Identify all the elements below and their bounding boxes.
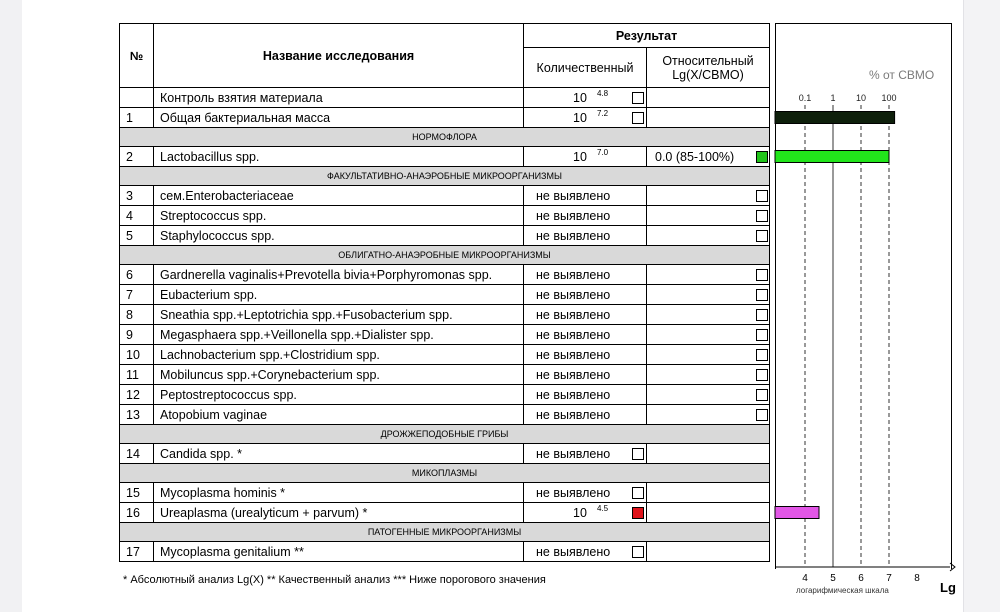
- test-name: Megasphaera spp.+Veillonella spp.+Dialister spp.: [154, 325, 524, 345]
- table-row: [120, 483, 770, 503]
- status-checkbox: [632, 546, 644, 558]
- relative-cell: [647, 305, 770, 325]
- row-number: 2: [120, 147, 154, 167]
- quantitative-cell: [524, 305, 647, 325]
- status-checkbox: [756, 230, 768, 242]
- table-row: [120, 265, 770, 285]
- row-number: 8: [120, 305, 154, 325]
- table-row: [120, 542, 770, 562]
- relative-cell: [647, 345, 770, 365]
- quantitative-value: не выявлено: [536, 328, 611, 342]
- quantitative-cell: [524, 147, 647, 167]
- quantitative-value: не выявлено: [536, 268, 611, 282]
- scale-top-tick: 10: [855, 93, 867, 103]
- table-row: [120, 147, 770, 167]
- row-number: 6: [120, 265, 154, 285]
- row-number: 7: [120, 285, 154, 305]
- header-relative: [647, 48, 770, 88]
- test-name: Контроль взятия материала: [154, 88, 524, 108]
- test-name: Gardnerella vaginalis+Prevotella bivia+Porphyromonas spp.: [154, 265, 524, 285]
- status-checkbox: [756, 409, 768, 421]
- table-row: [120, 325, 770, 345]
- quantitative-cell: [524, 325, 647, 345]
- quantitative-value: не выявлено: [536, 229, 611, 243]
- scale-top-tick: 0.1: [798, 93, 812, 103]
- test-name: сем.Enterobacteriaceae: [154, 186, 524, 206]
- section-row: [120, 128, 770, 147]
- footnote: * Абсолютный анализ Lg(X) ** Качественный анализ *** Ниже порогового значения: [123, 574, 546, 586]
- section-label: ОБЛИГАТНО-АНАЭРОБНЫЕ МИКРООРГАНИЗМЫ: [120, 246, 770, 265]
- relative-cell: [647, 385, 770, 405]
- quantitative-value: не выявлено: [536, 447, 611, 461]
- relative-cell: [647, 444, 770, 464]
- relative-cell: [647, 108, 770, 128]
- section-label: ФАКУЛЬТАТИВНО-АНАЭРОБНЫЕ МИКРООРГАНИЗМЫ: [120, 167, 770, 186]
- quantitative-base: 10: [573, 506, 587, 520]
- quantitative-value: не выявлено: [536, 545, 611, 559]
- section-label: ДРОЖЖЕПОДОБНЫЕ ГРИБЫ: [120, 425, 770, 444]
- test-name: Sneathia spp.+Leptotrichia spp.+Fusobacterium spp.: [154, 305, 524, 325]
- quantitative-value: не выявлено: [536, 388, 611, 402]
- quantitative-cell: [524, 345, 647, 365]
- relative-cell: [647, 542, 770, 562]
- table-row: [120, 385, 770, 405]
- axis-caption: логарифмическая шкала: [796, 586, 889, 595]
- results-body: [120, 88, 770, 562]
- quantitative-exponent: 4.5: [597, 504, 609, 513]
- results-table: [119, 23, 770, 562]
- status-checkbox: [756, 210, 768, 222]
- section-row: [120, 246, 770, 265]
- quantitative-base: 10: [573, 111, 587, 125]
- test-name: Mycoplasma genitalium **: [154, 542, 524, 562]
- row-number: 13: [120, 405, 154, 425]
- relative-cell: [647, 88, 770, 108]
- quantitative-exponent: 4.8: [597, 89, 609, 98]
- relative-cell: [647, 483, 770, 503]
- row-number: 12: [120, 385, 154, 405]
- quantitative-cell: [524, 483, 647, 503]
- status-checkbox: [756, 349, 768, 361]
- scale-bottom-tick: 5: [830, 573, 836, 584]
- status-checkbox: [756, 190, 768, 202]
- quantitative-value: не выявлено: [536, 209, 611, 223]
- test-name: Streptococcus spp.: [154, 206, 524, 226]
- status-checkbox: [756, 389, 768, 401]
- row-number: 10: [120, 345, 154, 365]
- scale-panel: [775, 23, 952, 569]
- status-checkbox: [632, 112, 644, 124]
- row-number: 1: [120, 108, 154, 128]
- test-name: Mobiluncus spp.+Corynebacterium spp.: [154, 365, 524, 385]
- table-row: [120, 108, 770, 128]
- status-checkbox: [756, 269, 768, 281]
- quantitative-cell: [524, 365, 647, 385]
- table-row: [120, 444, 770, 464]
- row-number: 11: [120, 365, 154, 385]
- test-name: Eubacterium spp.: [154, 285, 524, 305]
- row-number: [120, 88, 154, 108]
- header-quantitative: Количественный: [524, 48, 647, 88]
- relative-value: 0.0 (85-100%): [655, 150, 735, 164]
- scale-title: % от СВМО: [869, 68, 935, 82]
- row-number: 14: [120, 444, 154, 464]
- status-checkbox: [756, 329, 768, 341]
- status-checkbox: [756, 289, 768, 301]
- row-number: 16: [120, 503, 154, 523]
- axis-lg-label: Lg: [940, 580, 956, 595]
- section-label: НОРМОФЛОРА: [120, 128, 770, 147]
- relative-cell: [647, 285, 770, 305]
- quantitative-value: не выявлено: [536, 308, 611, 322]
- table-row: [120, 345, 770, 365]
- section-row: [120, 523, 770, 542]
- quantitative-cell: [524, 206, 647, 226]
- status-checkbox: [632, 92, 644, 104]
- test-name: Lactobacillus spp.: [154, 147, 524, 167]
- quantitative-cell: [524, 285, 647, 305]
- table-row: [120, 285, 770, 305]
- status-checkbox: [756, 369, 768, 381]
- quantitative-cell: [524, 542, 647, 562]
- row-number: 3: [120, 186, 154, 206]
- test-name: Lachnobacterium spp.+Clostridium spp.: [154, 345, 524, 365]
- test-name: Mycoplasma hominis *: [154, 483, 524, 503]
- table-row: [120, 88, 770, 108]
- scale-top-tick: 100: [881, 93, 897, 103]
- page-right-margin: [963, 0, 1000, 612]
- quantitative-cell: [524, 385, 647, 405]
- header-relative-line1: Относительный: [662, 53, 754, 68]
- quantitative-exponent: 7.2: [597, 109, 609, 118]
- relative-cell: [647, 206, 770, 226]
- table-row: [120, 226, 770, 246]
- test-name: Ureaplasma (urealyticum + parvum) *: [154, 503, 524, 523]
- quantitative-value: не выявлено: [536, 348, 611, 362]
- quantitative-value: не выявлено: [536, 288, 611, 302]
- scale-bottom-tick: 4: [802, 573, 808, 584]
- section-label: ПАТОГЕННЫЕ МИКРООРГАНИЗМЫ: [120, 523, 770, 542]
- quantitative-cell: [524, 405, 647, 425]
- test-name: Peptostreptococcus spp.: [154, 385, 524, 405]
- table-row: [120, 365, 770, 385]
- status-checkbox: [632, 487, 644, 499]
- quantitative-cell: [524, 503, 647, 523]
- relative-cell: [647, 503, 770, 523]
- status-checkbox: [756, 309, 768, 321]
- test-name: Staphylococcus spp.: [154, 226, 524, 246]
- section-row: [120, 464, 770, 483]
- header-relative-line2: Lg(X/СВМО): [672, 67, 744, 82]
- quantitative-exponent: 7.0: [597, 148, 609, 157]
- quantitative-value: не выявлено: [536, 189, 611, 203]
- test-name: Общая бактериальная масса: [154, 108, 524, 128]
- section-row: [120, 167, 770, 186]
- scale-bottom-tick: 8: [914, 573, 920, 584]
- row-number: 15: [120, 483, 154, 503]
- header-test-name: Название исследования: [154, 24, 524, 88]
- test-name: Candida spp. *: [154, 444, 524, 464]
- quantitative-value: не выявлено: [536, 368, 611, 382]
- scale-bottom-tick: 6: [858, 573, 864, 584]
- row-number: 9: [120, 325, 154, 345]
- status-checkbox: [632, 507, 644, 519]
- page-left-margin: [0, 0, 22, 612]
- scale-bottom-tick: 7: [886, 573, 892, 584]
- quantitative-cell: [524, 88, 647, 108]
- status-checkbox: [632, 448, 644, 460]
- section-row: [120, 425, 770, 444]
- relative-cell: [647, 365, 770, 385]
- table-row: [120, 305, 770, 325]
- relative-cell: [647, 147, 770, 167]
- quantitative-cell: [524, 108, 647, 128]
- quantitative-base: 10: [573, 91, 587, 105]
- row-number: 4: [120, 206, 154, 226]
- row-number: 5: [120, 226, 154, 246]
- quantitative-cell: [524, 226, 647, 246]
- relative-cell: [647, 325, 770, 345]
- test-name: Atopobium vaginae: [154, 405, 524, 425]
- scale-top-tick: 1: [830, 93, 836, 103]
- table-row: [120, 405, 770, 425]
- table-row: [120, 186, 770, 206]
- header-result: Результат: [524, 24, 770, 48]
- relative-cell: [647, 186, 770, 206]
- table-row: [120, 206, 770, 226]
- row-number: 17: [120, 542, 154, 562]
- relative-cell: [647, 226, 770, 246]
- quantitative-cell: [524, 265, 647, 285]
- quantitative-value: не выявлено: [536, 408, 611, 422]
- relative-cell: [647, 405, 770, 425]
- section-label: МИКОПЛАЗМЫ: [120, 464, 770, 483]
- table-row: [120, 503, 770, 523]
- relative-cell: [647, 265, 770, 285]
- quantitative-value: не выявлено: [536, 486, 611, 500]
- quantitative-base: 10: [573, 150, 587, 164]
- quantitative-cell: [524, 186, 647, 206]
- status-checkbox: [756, 151, 768, 163]
- header-number: №: [120, 24, 154, 88]
- quantitative-cell: [524, 444, 647, 464]
